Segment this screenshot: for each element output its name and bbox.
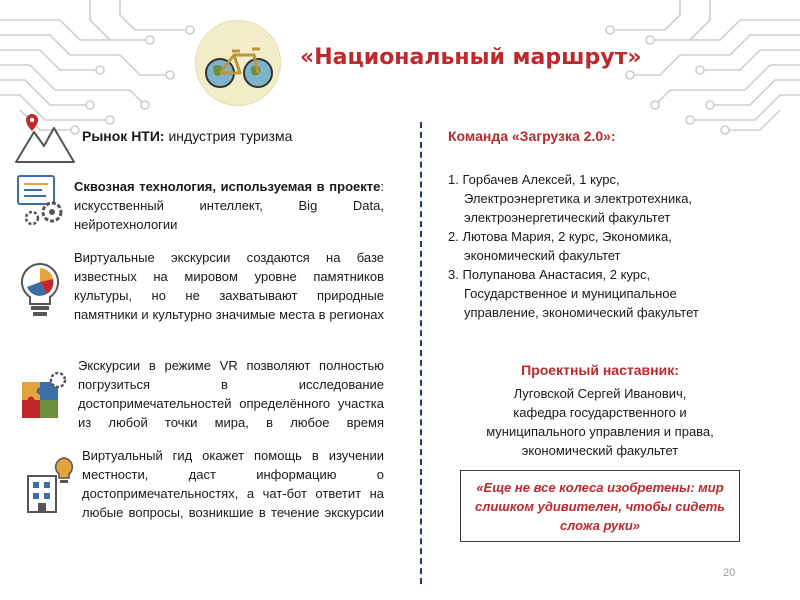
mentor-line: кафедра государственного и [513,405,687,420]
market-value: индустрия туризма [164,128,293,144]
team-member [448,265,699,322]
member-name: Горбачев Алексей [462,172,573,187]
member-info: , 1 курс, [572,172,620,187]
quote-text: «Еще не все колеса изобретены: мир слишком удивителен, чтобы сидеть сложа руки» [475,479,725,533]
technology-block [74,177,384,234]
mentor-details [440,384,760,460]
lightbulb-chart-icon [18,262,62,320]
member-info: электроэнергетический факультет [464,210,671,225]
page-title: «Национальный маршрут» [300,45,642,70]
technology-label: Сквозная технология, используемая в проекте [74,179,381,194]
market-line [82,128,292,144]
member-info: , 2 курс, [602,267,651,282]
mentor-line: экономический факультет [521,443,679,458]
member-info: управление, экономический факультет [464,305,699,320]
member-name: Лютова Мария [462,229,551,244]
ai-screen-gears-icon [16,172,68,228]
vr-tours-content: Экскурсии в режиме VR позволяют полностью погрузиться в исследование достопримечательностей определённого участка из любой точки мира, в любое время [78,358,384,430]
team-member [448,227,699,265]
project-logo [195,20,281,106]
puzzle-gears-icon [18,372,68,424]
page-number: 20 [723,567,736,579]
quote-box [460,470,740,542]
member-info: Электроэнергетика и электротехника, [464,191,693,206]
building-bulb-icon [24,456,76,516]
mentor-line: Луговской Сергей Иванович, [513,386,687,401]
mentor-title: Проектный наставник: [521,362,679,378]
member-info: Государственное и муниципальное [464,286,677,301]
team-title: Команда «Загрузка 2.0»: [448,128,616,144]
member-number: 2. [448,229,459,244]
column-divider [420,122,422,584]
member-info: экономический факультет [464,248,621,263]
member-info: , 2 курс, Экономика, [550,229,672,244]
bicycle-globe-icon [196,21,282,107]
member-number: 1. [448,172,459,187]
member-name: Полупанова Анастасия [462,267,603,282]
team-member [448,170,699,227]
mentor-line: муниципального управления и права, [486,424,714,439]
technology-value: : искусственный интеллект, Big Data, нейротехнологии [74,179,384,232]
virtual-tours-text [74,248,384,324]
vr-tours-text [78,356,384,432]
virtual-tours-content: Виртуальные экскурсии создаются на базе известных на мировом уровне памятников культуры, но не захватывают природные памятники и культурно значимые места в регионах [74,250,384,322]
member-number: 3. [448,267,459,282]
team-member-list [448,170,699,322]
virtual-guide-text [82,446,384,522]
virtual-guide-content: Виртуальный гид окажет помощь в изучении местности, даст информацию о достопримечательностях, а чат-бот ответит на любые вопросы, возникшие в течение экскурсии [82,448,384,520]
market-label: Рынок НТИ: [82,128,165,144]
mountains-location-icon [14,112,76,164]
